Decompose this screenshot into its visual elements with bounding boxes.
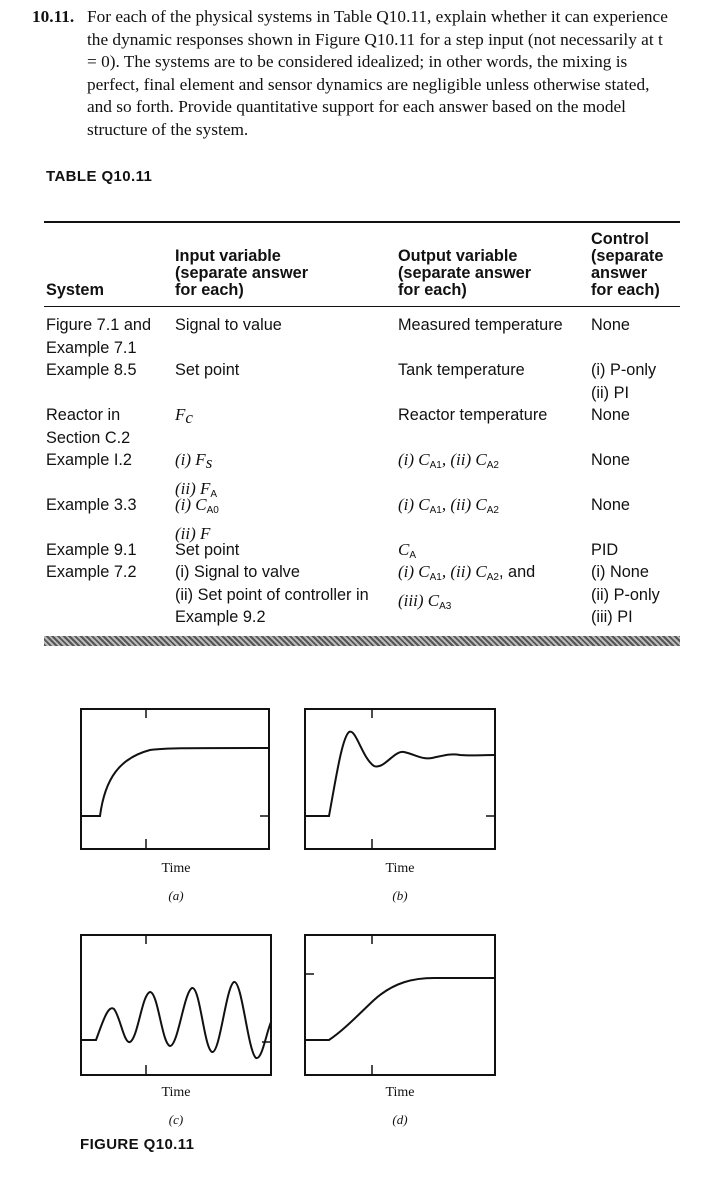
table-header-rule <box>44 306 680 307</box>
plot-d-label: (d) <box>392 1112 408 1127</box>
row-2-input: Set point <box>175 361 240 379</box>
row-5-control: None <box>591 496 630 514</box>
plot-c-response-curve <box>81 982 271 1058</box>
plot-c-xlabel: Time <box>161 1085 191 1100</box>
row-6-system: Example 9.1 <box>46 541 137 559</box>
row-5-output: (i) $C_{A1}$, (ii) $C_{A2}$ <box>398 495 499 516</box>
row-4-control: None <box>591 451 630 469</box>
plot-a-xlabel: Time <box>161 861 191 876</box>
row-6-control: PID <box>591 541 619 559</box>
plot-c <box>80 934 272 1076</box>
table-title: TABLE Q10.11 <box>46 168 153 185</box>
plot-b-response-curve <box>305 732 495 816</box>
row-1-control: None <box>591 316 630 334</box>
problem-statement <box>32 6 672 141</box>
row-7-output: (i) $C_{A1}$, (ii) $C_{A2}$, and (iii) $C_{A3}$ <box>398 562 536 612</box>
plot-a <box>80 708 270 850</box>
plot-d <box>304 934 496 1076</box>
row-3-output: Reactor temperature <box>398 406 548 424</box>
row-2-control: (i) P-only (ii) PI <box>591 361 657 402</box>
row-1-output: Measured temperature <box>398 316 563 334</box>
row-4-system: Example I.2 <box>46 451 132 469</box>
header-control: Control (separate answer for each) <box>591 230 664 299</box>
plot-b-xlabel: Time <box>385 861 415 876</box>
table-bottom-rule <box>44 636 680 646</box>
row-4-output: (i) $C_{A1}$, (ii) $C_{A2}$ <box>398 450 499 471</box>
plot-a-label: (a) <box>168 888 184 903</box>
row-3-system: Reactor in Section C.2 <box>46 406 131 447</box>
row-6-input: Set point <box>175 541 240 559</box>
row-6-output: $C_A$ <box>398 540 417 561</box>
row-1-system: Figure 7.1 and Example 7.1 <box>46 316 151 357</box>
plot-a-frame <box>81 709 269 849</box>
row-7-input: (i) Signal to valve (ii) Set point of controller in Example 9.2 <box>175 563 369 627</box>
plot-d-response-curve <box>305 978 495 1040</box>
plot-d-frame <box>305 935 495 1075</box>
row-7-control: (i) None (ii) P-only (iii) PI <box>591 563 660 627</box>
row-2-output: Tank temperature <box>398 361 525 379</box>
plot-d-xlabel: Time <box>385 1085 415 1100</box>
row-7-system: Example 7.2 <box>46 563 137 581</box>
plot-b-label: (b) <box>392 888 408 903</box>
problem-number: 10.11. <box>32 7 75 26</box>
header-output: Output variable (separate answer for each) <box>398 247 532 299</box>
plot-b-frame <box>305 709 495 849</box>
plot-c-label: (c) <box>168 1112 184 1127</box>
plot-b <box>304 708 496 850</box>
row-4-input: (i) $F_s$ (ii) $F_A$ <box>175 450 218 500</box>
row-5-input: (i) $C_{A0}$ (ii) F <box>175 495 219 543</box>
row-2-system: Example 8.5 <box>46 361 137 379</box>
table-top-rule <box>44 221 680 223</box>
row-1-input: Signal to value <box>175 316 282 334</box>
header-input: Input variable (separate answer for each) <box>175 247 309 299</box>
row-5-system: Example 3.3 <box>46 496 137 514</box>
row-3-input: $F_c$ <box>175 405 193 427</box>
row-3-control: None <box>591 406 630 424</box>
problem-text: For each of the physical systems in Table Q10.11, explain whether it can experience the dynamic responses shown in Figure Q10.11 for a step input (not necessarily at t = 0). The systems are to be considered idealized; in other words, the mixing is perfect, final element and sensor dynamics are negligible unless otherwise stated, and so forth. Provide quantitative support for each answer based on the model structure of the system. <box>87 7 668 139</box>
figure-title: FIGURE Q10.11 <box>80 1136 195 1153</box>
header-system: System <box>46 281 104 299</box>
plot-a-response-curve <box>81 748 269 816</box>
